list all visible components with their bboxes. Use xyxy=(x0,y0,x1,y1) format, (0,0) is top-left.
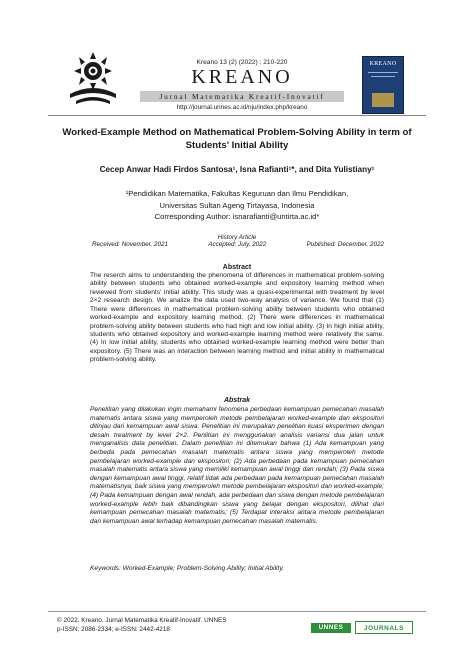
cover-emblem xyxy=(372,93,394,107)
cover-title: KREANO xyxy=(369,61,397,67)
keywords-label: Keywords xyxy=(90,565,119,572)
author-list: Cecep Anwar Hadi Firdos Santosa¹, Isna Rafianti¹*, and Dita Yulistiany¹ xyxy=(99,165,375,174)
issn-line: p-ISSN: 2086-2334; e-ISSN: 2442-4218 xyxy=(57,626,170,633)
header-divider xyxy=(48,115,426,116)
keywords-line xyxy=(90,565,384,572)
abstrak-heading: Abstrak xyxy=(223,397,251,404)
abstract-text: The reserch aims to understanding the phenomena of differences in mathematical problem-solving ability between students who obtained worked-example and expository learning method when reviewed from students' initial ability. This study was a quasi-experimental with treatment by level 2×2 research design. We analize the data used two-way analysis of variance. We found that (1) There were differences in mathematical problem-solving ability between students who obtained worked-example and expository learning method. (2) There were differences in mathematical problem-solving ability between students who had high and low initial ability. (3) In high initial ability, students who obtained expository and worked-example learning method were relatively the same. (4) In low initial ability, students who obtained worked-example learning method were better than expository. (5) There was an interaction between learning method and initial ability in mathematical problem-solving ability. xyxy=(90,272,384,364)
unnes-badge: UNNES xyxy=(311,623,351,633)
cover-stripe xyxy=(368,72,398,73)
affiliation-line: ¹Pendidikan Matematika, Fakultas Keguruan dan Ilmu Pendidikan, xyxy=(125,189,349,198)
affiliation-block xyxy=(60,188,414,223)
copyright-line: © 2022, Kreano, Jurnal Matematika Kreatif-Inovatif. UNNES xyxy=(57,617,227,624)
corresponding-author: Corresponding Author: isnarafianti@untirta.ac.id* xyxy=(154,212,320,221)
journal-cover-image xyxy=(362,56,404,114)
cover-stripe xyxy=(371,76,395,77)
history-label: History Article xyxy=(217,234,257,241)
journal-subtitle: Jurnal Matematika Kreatif-Inovatif xyxy=(159,92,325,101)
unnes-logo xyxy=(66,50,120,106)
abstract-heading: Abstract xyxy=(222,264,252,271)
affiliation-line: Universitas Sultan Ageng Tirtayasa, Indonesia xyxy=(159,200,315,210)
journal-url[interactable]: http://journal.unnes.ac.id/nju/index.php/kreano xyxy=(176,104,308,111)
journal-subtitle-bar xyxy=(140,91,344,102)
volume-info: Kreano 13 (2) (2022) : 210-220 xyxy=(196,59,288,66)
footer-divider xyxy=(48,611,426,612)
published-date: Published: December, 2022 xyxy=(306,241,384,248)
accepted-date: Accepted: July, 2022 xyxy=(208,241,267,248)
journals-badge: JOURNALS xyxy=(355,621,413,634)
keywords-text: : Worked-Example; Problem-Solving Ability; Initial Ability. xyxy=(118,565,284,572)
received-date: Received: November, 2021 xyxy=(92,241,168,248)
abstrak-text: Penelitian yang dilakukan ingin memahami fenomena perbedaan kemampuan pemecahan masalah matematis antara siswa yang memperoleh metode pembelajaran worked-example dan ekspositori ditinjau dari kemampuan awal siswa. Penelitian ini merupakan penelitian kuasi eksperimen dengan desain treatment by level 2×2. Penlitian ini menggunakan analisis variansi dua jalan untuk menganalisis data penelitian. Dalam penelitian ini ditemukan bahwa (1) Ada kemampuan yang berbeda pada pemecahan masalah matematis antara siswa yang memperoleh metode pembelajaran worked-example dan ekspositori; (2) Ada perbedaan pada kemampuan pemecahan masalah matematis antara siswa yang memiliki kemampuan awal tinggi dan rendah; (3) Pada siswa dengan kemampuan awal tinggi, relatif tidak ada perbedaan pada kemampuan pemecahan masalah matematisnya; baik siswa yang memperoleh metode pembelajaran ekspositori dan worked-example; (4) Pada kemampuan dengan awal rendah, ada perbedaan dan siswa dengan metode pembelajaran worked-example lebih baik dibandingkan siswa yang belajar dengan ekspositori, dilihat dari kemampuan pemecahan masalah matematis; (5) Terdapat interaksi antara metode pembelajaran dan kemampuan awal terhadap kemampuan pemecahan masalah matematis. xyxy=(90,406,384,525)
journal-masthead: KREANO xyxy=(191,66,293,88)
paper-title: Worked-Example Method on Mathematical Problem-Solving Ability in term of Students' Initial Ability xyxy=(62,127,412,151)
footer-text xyxy=(57,616,277,634)
history-dates xyxy=(92,241,384,248)
